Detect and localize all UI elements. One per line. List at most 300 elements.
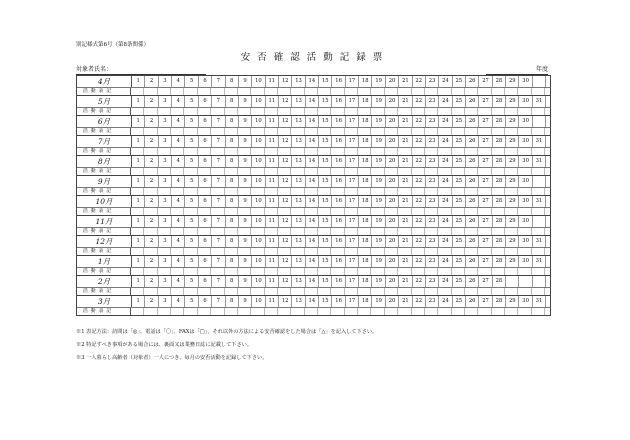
activity-cell[interactable] xyxy=(278,308,291,315)
activity-cell[interactable] xyxy=(131,288,144,295)
activity-cell[interactable] xyxy=(225,108,238,115)
day-cell[interactable]: 10 xyxy=(252,116,265,127)
activity-cell[interactable] xyxy=(225,128,238,135)
activity-cell[interactable] xyxy=(305,288,318,295)
activity-cell[interactable] xyxy=(358,168,371,175)
day-cell[interactable]: 1 xyxy=(132,76,145,87)
activity-cell[interactable] xyxy=(425,248,438,255)
activity-cell[interactable] xyxy=(465,228,478,235)
activity-cell[interactable] xyxy=(198,168,211,175)
day-cell[interactable]: 7 xyxy=(212,156,225,167)
activity-cell[interactable] xyxy=(238,108,251,115)
activity-cell[interactable] xyxy=(358,108,371,115)
activity-cell[interactable] xyxy=(532,108,545,115)
activity-cell[interactable] xyxy=(278,208,291,215)
day-cell[interactable]: 22 xyxy=(413,276,426,287)
activity-cell[interactable] xyxy=(131,308,144,315)
activity-cell[interactable] xyxy=(144,88,157,95)
activity-cell[interactable] xyxy=(278,248,291,255)
activity-cell[interactable] xyxy=(251,148,264,155)
activity-cell[interactable] xyxy=(532,268,545,275)
activity-cell[interactable] xyxy=(251,288,264,295)
day-cell[interactable]: 17 xyxy=(346,76,359,87)
activity-cell[interactable] xyxy=(158,208,171,215)
day-cell[interactable]: 18 xyxy=(359,136,372,147)
day-cell[interactable]: 29 xyxy=(506,96,519,107)
day-cell[interactable]: 6 xyxy=(199,176,212,187)
day-cell[interactable]: 27 xyxy=(479,276,492,287)
day-cell[interactable]: 13 xyxy=(292,96,305,107)
day-cell[interactable]: 12 xyxy=(279,156,292,167)
day-cell[interactable]: 26 xyxy=(466,116,479,127)
day-cell[interactable]: 24 xyxy=(439,156,452,167)
activity-cell[interactable] xyxy=(412,208,425,215)
day-cell[interactable]: 2 xyxy=(145,276,158,287)
activity-cell[interactable] xyxy=(425,208,438,215)
activity-cell[interactable] xyxy=(291,208,304,215)
activity-cell[interactable] xyxy=(452,148,465,155)
activity-cell[interactable] xyxy=(131,168,144,175)
day-cell[interactable]: 30 xyxy=(519,116,532,127)
activity-cell[interactable] xyxy=(492,288,505,295)
activity-cell[interactable] xyxy=(398,248,411,255)
day-cell[interactable]: 24 xyxy=(439,196,452,207)
activity-cell[interactable] xyxy=(465,128,478,135)
day-cell[interactable]: 12 xyxy=(279,236,292,247)
activity-cell[interactable] xyxy=(452,268,465,275)
activity-cell[interactable] xyxy=(438,148,451,155)
activity-cell[interactable] xyxy=(532,148,545,155)
day-cell[interactable]: 18 xyxy=(359,116,372,127)
activity-cell[interactable] xyxy=(171,208,184,215)
day-cell[interactable]: 11 xyxy=(266,276,279,287)
activity-cell[interactable] xyxy=(211,168,224,175)
day-cell[interactable]: 9 xyxy=(239,276,252,287)
day-cell[interactable]: 26 xyxy=(466,96,479,107)
day-cell[interactable]: 5 xyxy=(185,76,198,87)
activity-cell[interactable] xyxy=(305,268,318,275)
day-cell[interactable]: 10 xyxy=(252,76,265,87)
day-cell[interactable]: 3 xyxy=(159,296,172,307)
day-cell[interactable]: 27 xyxy=(479,96,492,107)
day-cell[interactable]: 16 xyxy=(332,296,345,307)
day-cell[interactable]: 27 xyxy=(479,76,492,87)
day-cell[interactable]: 16 xyxy=(332,76,345,87)
day-cell[interactable]: 22 xyxy=(413,196,426,207)
activity-cell[interactable] xyxy=(385,308,398,315)
activity-cell[interactable] xyxy=(131,248,144,255)
activity-cell[interactable] xyxy=(318,128,331,135)
activity-cell[interactable] xyxy=(318,108,331,115)
day-cell[interactable]: 26 xyxy=(466,276,479,287)
activity-cell[interactable] xyxy=(278,128,291,135)
activity-cell[interactable] xyxy=(291,228,304,235)
day-cell[interactable]: 14 xyxy=(306,176,319,187)
day-cell[interactable]: 20 xyxy=(386,156,399,167)
day-cell[interactable]: 18 xyxy=(359,296,372,307)
day-cell[interactable]: 31 xyxy=(533,256,546,267)
activity-cell[interactable] xyxy=(265,188,278,195)
day-cell[interactable]: 21 xyxy=(399,236,412,247)
activity-cell[interactable] xyxy=(198,288,211,295)
day-cell[interactable]: 30 xyxy=(519,236,532,247)
day-cell[interactable]: 16 xyxy=(332,196,345,207)
day-cell[interactable]: 17 xyxy=(346,216,359,227)
activity-cell[interactable] xyxy=(305,228,318,235)
day-cell[interactable]: 19 xyxy=(372,136,385,147)
activity-cell[interactable] xyxy=(358,268,371,275)
activity-cell[interactable] xyxy=(331,288,344,295)
activity-cell[interactable] xyxy=(505,88,518,95)
activity-cell[interactable] xyxy=(385,88,398,95)
day-cell[interactable]: 2 xyxy=(145,216,158,227)
activity-cell[interactable] xyxy=(305,168,318,175)
day-cell[interactable]: 1 xyxy=(132,216,145,227)
day-cell[interactable]: 14 xyxy=(306,276,319,287)
activity-cell[interactable] xyxy=(131,228,144,235)
day-cell[interactable]: 5 xyxy=(185,236,198,247)
day-cell[interactable]: 3 xyxy=(159,76,172,87)
activity-cell[interactable] xyxy=(412,168,425,175)
day-cell[interactable]: 24 xyxy=(439,116,452,127)
activity-cell[interactable] xyxy=(505,208,518,215)
activity-cell[interactable] xyxy=(398,268,411,275)
activity-cell[interactable] xyxy=(291,268,304,275)
activity-cell[interactable] xyxy=(371,268,384,275)
day-cell[interactable]: 23 xyxy=(426,196,439,207)
activity-cell[interactable] xyxy=(225,268,238,275)
activity-cell[interactable] xyxy=(478,188,491,195)
day-cell[interactable]: 15 xyxy=(319,276,332,287)
day-cell[interactable]: 1 xyxy=(132,96,145,107)
day-cell[interactable]: 22 xyxy=(413,96,426,107)
activity-cell[interactable] xyxy=(478,288,491,295)
activity-cell[interactable] xyxy=(398,208,411,215)
day-cell[interactable]: 7 xyxy=(212,236,225,247)
day-cell[interactable]: 27 xyxy=(479,156,492,167)
activity-cell[interactable] xyxy=(238,88,251,95)
day-cell[interactable]: 19 xyxy=(372,196,385,207)
day-cell[interactable]: 28 xyxy=(493,256,506,267)
activity-cell[interactable] xyxy=(198,148,211,155)
day-cell[interactable]: 6 xyxy=(199,96,212,107)
activity-cell[interactable] xyxy=(144,268,157,275)
day-cell[interactable]: 15 xyxy=(319,76,332,87)
day-cell[interactable]: 17 xyxy=(346,196,359,207)
day-cell[interactable]: 22 xyxy=(413,136,426,147)
activity-cell[interactable] xyxy=(412,268,425,275)
activity-cell[interactable] xyxy=(211,248,224,255)
activity-cell[interactable] xyxy=(198,228,211,235)
activity-cell[interactable] xyxy=(438,288,451,295)
activity-cell[interactable] xyxy=(158,308,171,315)
activity-cell[interactable] xyxy=(331,248,344,255)
day-cell[interactable]: 11 xyxy=(266,236,279,247)
activity-cell[interactable] xyxy=(358,228,371,235)
day-cell[interactable]: 29 xyxy=(506,296,519,307)
day-cell[interactable]: 1 xyxy=(132,236,145,247)
activity-cell[interactable] xyxy=(318,248,331,255)
day-cell[interactable] xyxy=(519,276,532,287)
activity-cell[interactable] xyxy=(371,288,384,295)
activity-cell[interactable] xyxy=(291,288,304,295)
day-cell[interactable]: 12 xyxy=(279,196,292,207)
day-cell[interactable]: 4 xyxy=(172,196,185,207)
activity-cell[interactable] xyxy=(452,308,465,315)
activity-cell[interactable] xyxy=(478,168,491,175)
activity-cell[interactable] xyxy=(265,308,278,315)
activity-cell[interactable] xyxy=(184,108,197,115)
activity-cell[interactable] xyxy=(158,148,171,155)
day-cell[interactable]: 20 xyxy=(386,276,399,287)
activity-cell[interactable] xyxy=(251,268,264,275)
activity-cell[interactable] xyxy=(518,148,531,155)
activity-cell[interactable] xyxy=(438,208,451,215)
day-cell[interactable]: 4 xyxy=(172,296,185,307)
activity-cell[interactable] xyxy=(171,268,184,275)
activity-cell[interactable] xyxy=(412,228,425,235)
day-cell[interactable]: 8 xyxy=(226,116,239,127)
activity-cell[interactable] xyxy=(184,248,197,255)
day-cell[interactable]: 30 xyxy=(519,256,532,267)
activity-cell[interactable] xyxy=(425,128,438,135)
day-cell[interactable]: 21 xyxy=(399,276,412,287)
day-cell[interactable]: 17 xyxy=(346,136,359,147)
activity-cell[interactable] xyxy=(425,88,438,95)
day-cell[interactable]: 17 xyxy=(346,256,359,267)
activity-cell[interactable] xyxy=(345,88,358,95)
activity-cell[interactable] xyxy=(518,88,531,95)
activity-cell[interactable] xyxy=(465,108,478,115)
activity-cell[interactable] xyxy=(385,248,398,255)
activity-cell[interactable] xyxy=(318,268,331,275)
day-cell[interactable]: 15 xyxy=(319,196,332,207)
activity-cell[interactable] xyxy=(492,128,505,135)
day-cell[interactable]: 7 xyxy=(212,196,225,207)
activity-cell[interactable] xyxy=(184,208,197,215)
activity-cell[interactable] xyxy=(198,88,211,95)
day-cell[interactable]: 2 xyxy=(145,156,158,167)
day-cell[interactable]: 5 xyxy=(185,136,198,147)
activity-cell[interactable] xyxy=(371,168,384,175)
day-cell[interactable]: 10 xyxy=(252,256,265,267)
day-cell[interactable]: 4 xyxy=(172,216,185,227)
day-cell[interactable]: 14 xyxy=(306,256,319,267)
day-cell[interactable]: 29 xyxy=(506,196,519,207)
activity-cell[interactable] xyxy=(478,228,491,235)
day-cell[interactable]: 30 xyxy=(519,76,532,87)
activity-cell[interactable] xyxy=(371,88,384,95)
day-cell[interactable]: 18 xyxy=(359,216,372,227)
activity-cell[interactable] xyxy=(251,188,264,195)
activity-cell[interactable] xyxy=(425,148,438,155)
day-cell[interactable]: 7 xyxy=(212,76,225,87)
activity-cell[interactable] xyxy=(225,88,238,95)
day-cell[interactable]: 11 xyxy=(266,136,279,147)
activity-cell[interactable] xyxy=(171,308,184,315)
day-cell[interactable]: 29 xyxy=(506,116,519,127)
day-cell[interactable]: 24 xyxy=(439,96,452,107)
day-cell[interactable] xyxy=(533,276,546,287)
activity-cell[interactable] xyxy=(305,188,318,195)
activity-cell[interactable] xyxy=(184,128,197,135)
activity-cell[interactable] xyxy=(331,268,344,275)
day-cell[interactable]: 20 xyxy=(386,216,399,227)
activity-cell[interactable] xyxy=(225,208,238,215)
activity-cell[interactable] xyxy=(305,108,318,115)
activity-cell[interactable] xyxy=(358,308,371,315)
day-cell[interactable]: 7 xyxy=(212,176,225,187)
activity-cell[interactable] xyxy=(505,168,518,175)
activity-cell[interactable] xyxy=(158,128,171,135)
day-cell[interactable]: 27 xyxy=(479,136,492,147)
activity-cell[interactable] xyxy=(465,268,478,275)
day-cell[interactable]: 20 xyxy=(386,136,399,147)
day-cell[interactable]: 6 xyxy=(199,256,212,267)
day-cell[interactable]: 13 xyxy=(292,196,305,207)
day-cell[interactable]: 10 xyxy=(252,236,265,247)
day-cell[interactable]: 21 xyxy=(399,196,412,207)
activity-cell[interactable] xyxy=(358,288,371,295)
day-cell[interactable]: 14 xyxy=(306,156,319,167)
day-cell[interactable]: 19 xyxy=(372,236,385,247)
activity-cell[interactable] xyxy=(371,308,384,315)
activity-cell[interactable] xyxy=(465,168,478,175)
day-cell[interactable]: 8 xyxy=(226,216,239,227)
day-cell[interactable]: 15 xyxy=(319,96,332,107)
day-cell[interactable]: 19 xyxy=(372,276,385,287)
activity-cell[interactable] xyxy=(238,288,251,295)
day-cell[interactable]: 22 xyxy=(413,236,426,247)
day-cell[interactable]: 3 xyxy=(159,116,172,127)
activity-cell[interactable] xyxy=(318,188,331,195)
day-cell[interactable]: 24 xyxy=(439,216,452,227)
day-cell[interactable]: 2 xyxy=(145,196,158,207)
activity-cell[interactable] xyxy=(171,228,184,235)
activity-cell[interactable] xyxy=(345,208,358,215)
day-cell[interactable]: 24 xyxy=(439,176,452,187)
activity-cell[interactable] xyxy=(131,208,144,215)
day-cell[interactable]: 7 xyxy=(212,276,225,287)
activity-cell[interactable] xyxy=(184,268,197,275)
activity-cell[interactable] xyxy=(492,228,505,235)
activity-cell[interactable] xyxy=(278,108,291,115)
activity-cell[interactable] xyxy=(492,308,505,315)
activity-cell[interactable] xyxy=(438,188,451,195)
day-cell[interactable]: 4 xyxy=(172,256,185,267)
activity-cell[interactable] xyxy=(331,228,344,235)
activity-cell[interactable] xyxy=(211,228,224,235)
activity-cell[interactable] xyxy=(438,128,451,135)
day-cell[interactable]: 2 xyxy=(145,256,158,267)
activity-cell[interactable] xyxy=(452,208,465,215)
day-cell[interactable]: 10 xyxy=(252,176,265,187)
day-cell[interactable]: 16 xyxy=(332,116,345,127)
fiscal-year-field[interactable]: 年度 xyxy=(486,64,548,75)
activity-cell[interactable] xyxy=(198,188,211,195)
day-cell[interactable]: 9 xyxy=(239,196,252,207)
activity-cell[interactable] xyxy=(532,288,545,295)
activity-cell[interactable] xyxy=(251,228,264,235)
day-cell[interactable]: 21 xyxy=(399,116,412,127)
day-cell[interactable]: 23 xyxy=(426,176,439,187)
day-cell[interactable]: 2 xyxy=(145,236,158,247)
day-cell[interactable]: 25 xyxy=(453,296,466,307)
day-cell[interactable]: 14 xyxy=(306,196,319,207)
activity-cell[interactable] xyxy=(385,268,398,275)
activity-cell[interactable] xyxy=(225,288,238,295)
day-cell[interactable]: 1 xyxy=(132,156,145,167)
day-cell[interactable]: 30 xyxy=(519,96,532,107)
day-cell[interactable]: 28 xyxy=(493,296,506,307)
day-cell[interactable]: 18 xyxy=(359,276,372,287)
activity-cell[interactable] xyxy=(465,248,478,255)
day-cell[interactable]: 24 xyxy=(439,296,452,307)
day-cell[interactable]: 15 xyxy=(319,296,332,307)
day-cell[interactable]: 27 xyxy=(479,236,492,247)
activity-cell[interactable] xyxy=(251,108,264,115)
day-cell[interactable]: 10 xyxy=(252,276,265,287)
activity-cell[interactable] xyxy=(505,308,518,315)
activity-cell[interactable] xyxy=(385,128,398,135)
activity-cell[interactable] xyxy=(331,88,344,95)
activity-cell[interactable] xyxy=(131,268,144,275)
activity-cell[interactable] xyxy=(371,228,384,235)
day-cell[interactable]: 23 xyxy=(426,276,439,287)
activity-cell[interactable] xyxy=(171,248,184,255)
day-cell[interactable]: 20 xyxy=(386,96,399,107)
activity-cell[interactable] xyxy=(452,288,465,295)
activity-cell[interactable] xyxy=(412,288,425,295)
activity-cell[interactable] xyxy=(452,88,465,95)
activity-cell[interactable] xyxy=(438,108,451,115)
activity-cell[interactable] xyxy=(358,148,371,155)
activity-cell[interactable] xyxy=(158,248,171,255)
day-cell[interactable]: 8 xyxy=(226,296,239,307)
day-cell[interactable]: 3 xyxy=(159,96,172,107)
day-cell[interactable]: 11 xyxy=(266,156,279,167)
activity-cell[interactable] xyxy=(532,228,545,235)
day-cell[interactable]: 4 xyxy=(172,176,185,187)
day-cell[interactable]: 17 xyxy=(346,96,359,107)
day-cell[interactable]: 20 xyxy=(386,176,399,187)
day-cell[interactable]: 18 xyxy=(359,236,372,247)
day-cell[interactable]: 9 xyxy=(239,96,252,107)
day-cell[interactable]: 28 xyxy=(493,156,506,167)
day-cell[interactable]: 26 xyxy=(466,216,479,227)
activity-cell[interactable] xyxy=(478,268,491,275)
day-cell[interactable]: 3 xyxy=(159,256,172,267)
activity-cell[interactable] xyxy=(492,188,505,195)
activity-cell[interactable] xyxy=(505,128,518,135)
day-cell[interactable]: 14 xyxy=(306,136,319,147)
day-cell[interactable]: 19 xyxy=(372,156,385,167)
activity-cell[interactable] xyxy=(171,88,184,95)
day-cell[interactable]: 5 xyxy=(185,116,198,127)
day-cell[interactable]: 28 xyxy=(493,76,506,87)
day-cell[interactable]: 13 xyxy=(292,136,305,147)
activity-cell[interactable] xyxy=(532,308,545,315)
day-cell[interactable]: 23 xyxy=(426,76,439,87)
activity-cell[interactable] xyxy=(291,148,304,155)
day-cell[interactable]: 21 xyxy=(399,256,412,267)
day-cell[interactable]: 5 xyxy=(185,196,198,207)
day-cell[interactable]: 16 xyxy=(332,176,345,187)
day-cell[interactable]: 15 xyxy=(319,256,332,267)
activity-cell[interactable] xyxy=(238,188,251,195)
day-cell[interactable]: 6 xyxy=(199,136,212,147)
activity-cell[interactable] xyxy=(345,188,358,195)
